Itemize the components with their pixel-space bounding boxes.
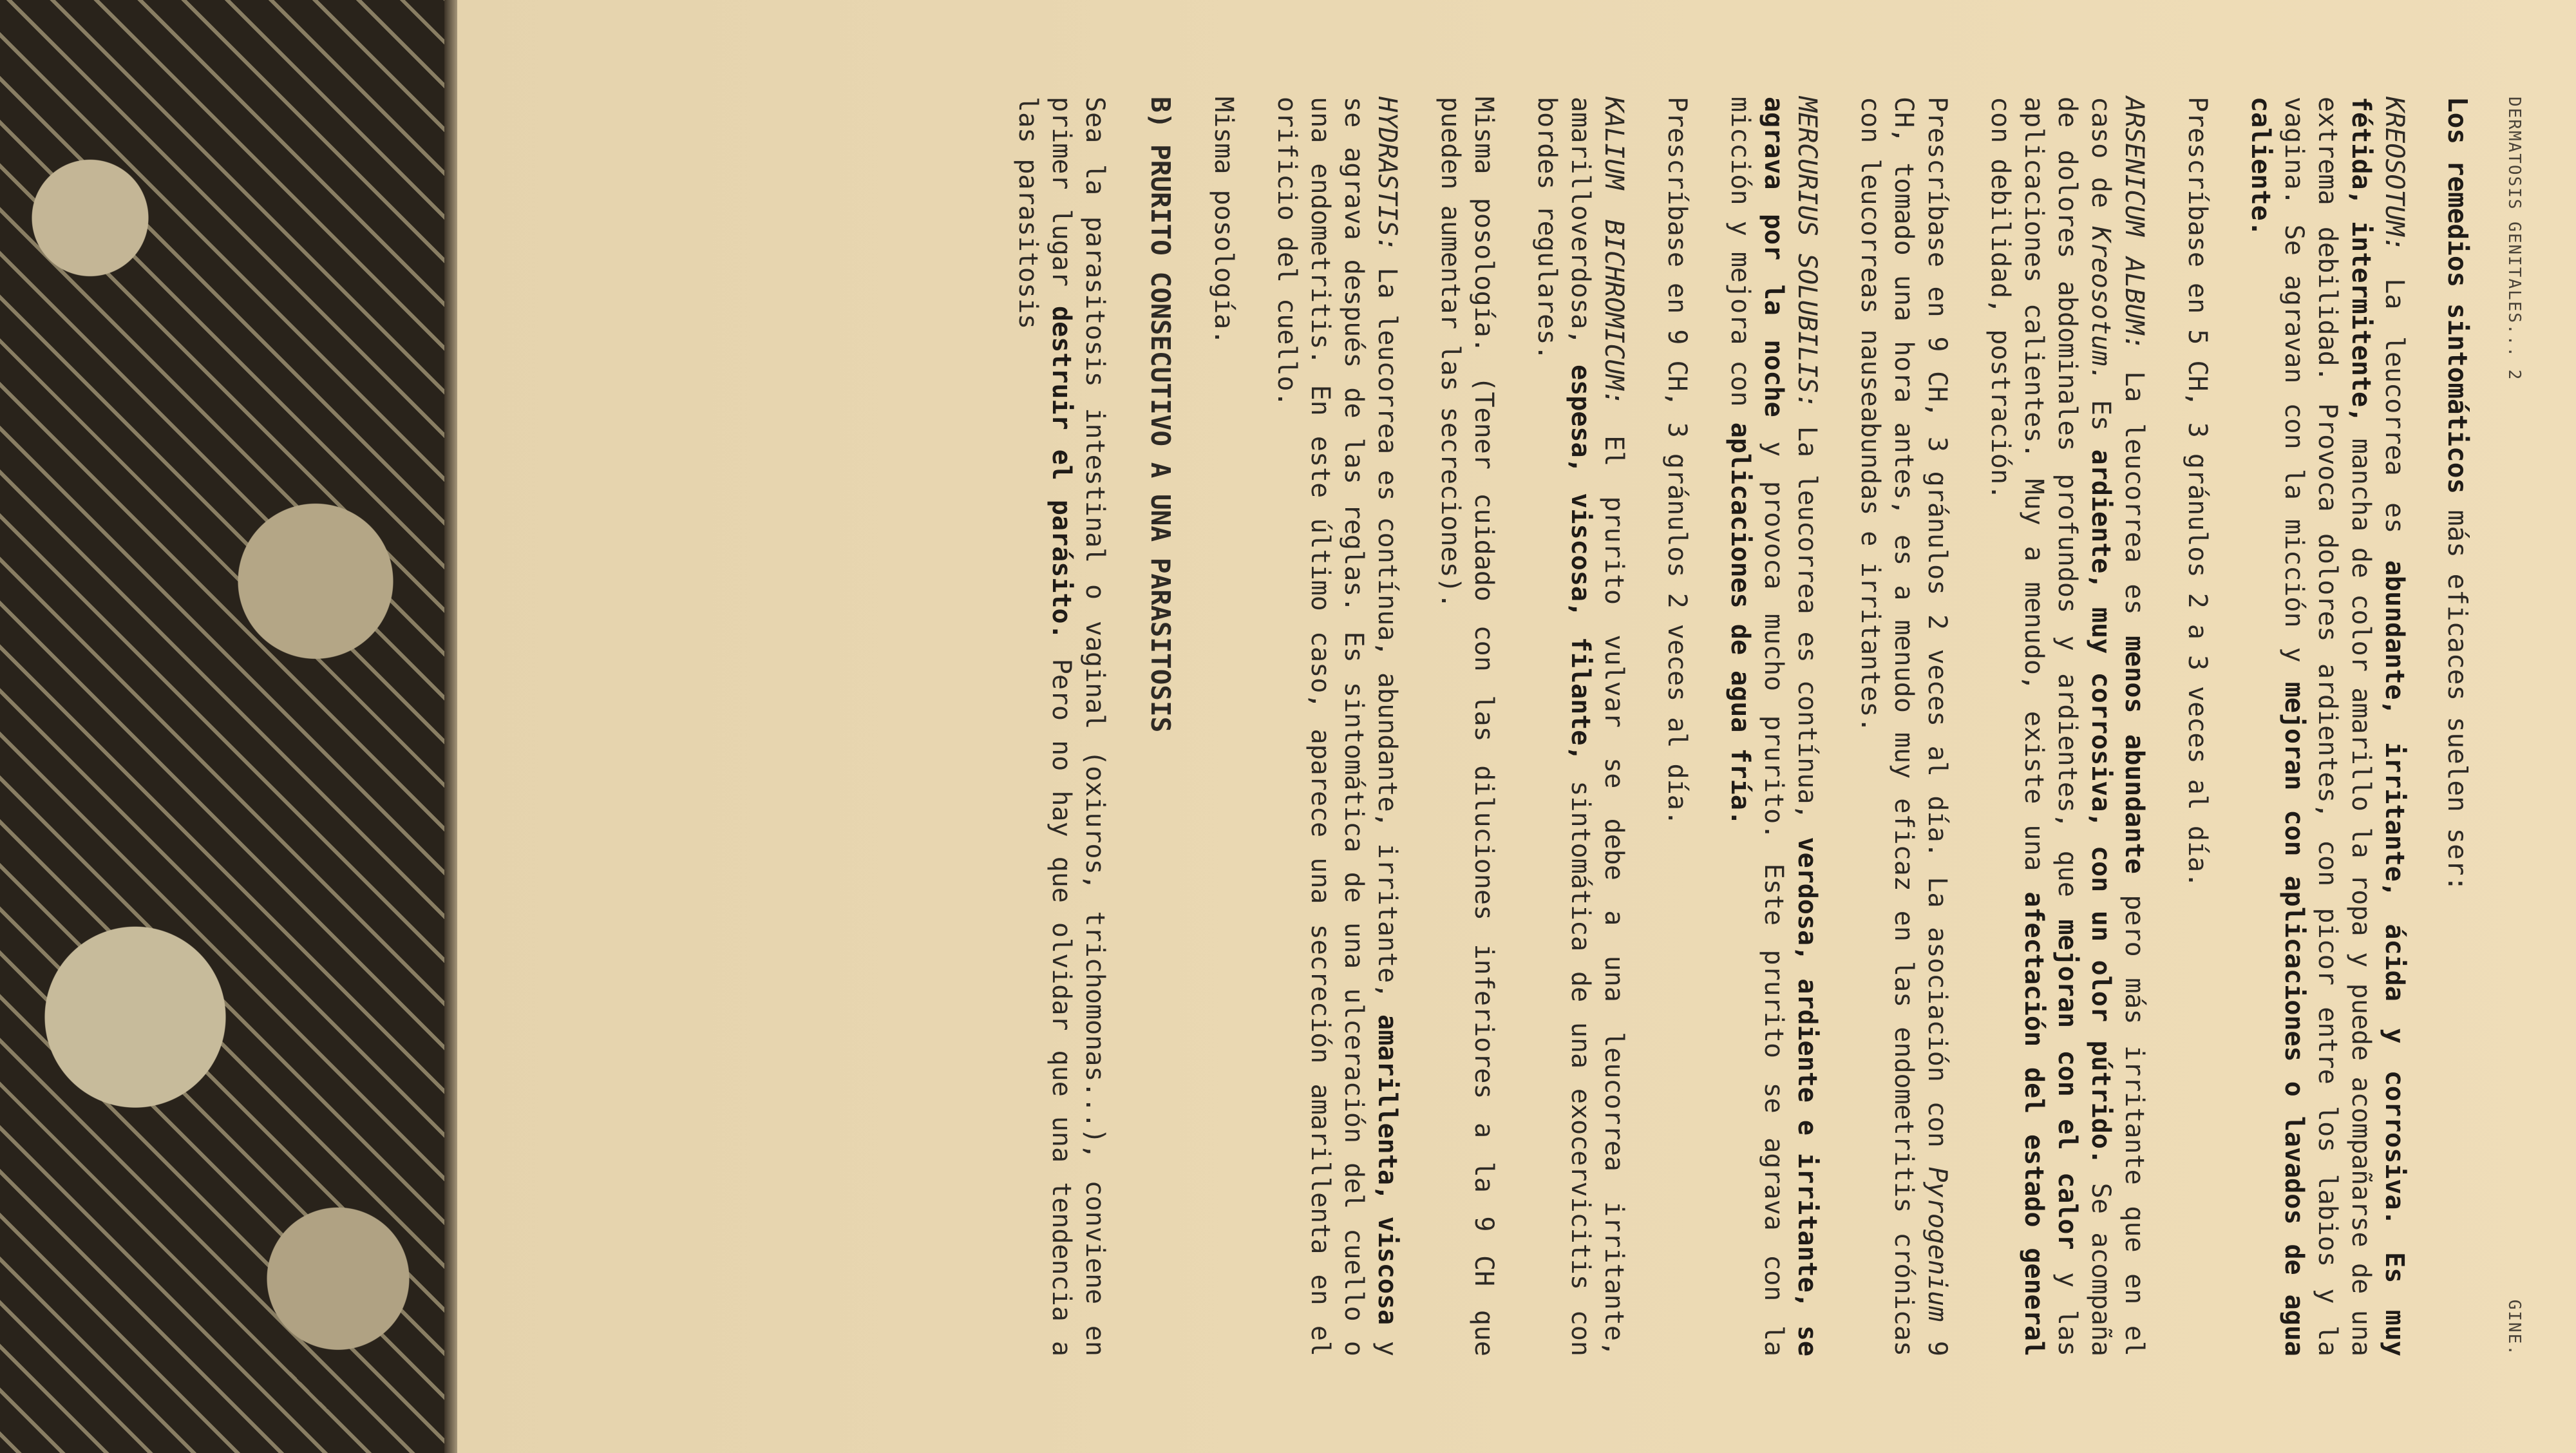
remedy-name: HYDRASTIS: <box>1372 97 1402 252</box>
text: La leucorrea es contínua, <box>1792 408 1822 837</box>
text: La leucorrea es <box>2380 251 2409 560</box>
text: El prurito vulvar se debe a una leucorrea irritante, amarilloverdosa, <box>1566 97 1629 1356</box>
text: con debilidad, postración. <box>1985 97 2015 500</box>
text: Prescríbase en 9 CH, 3 gránulos 2 veces al día. La asociación con <box>1922 97 1952 1167</box>
paragraph-hydrastis <box>1270 97 1404 1356</box>
text: sintomática de una exocervicitis con bordes regulares. <box>1532 97 1595 1356</box>
text: Es <box>2086 381 2116 450</box>
bold-text: espesa, viscosa, filante, <box>1566 365 1595 761</box>
lead-bold: Los remedios sintomáticos <box>2442 97 2473 495</box>
running-head <box>2497 97 2531 1356</box>
remedy-name: ARSENICUM ALBUM: <box>2119 97 2149 350</box>
bold-text: ardiente, muy corrosiva, con un olor pútrido. <box>2086 449 2116 1165</box>
paragraph-dose-2: Prescríbase en 9 CH, 3 gránulos 2 veces al día. <box>1662 97 1692 826</box>
bold-text: destruir el parásito. <box>1046 306 1076 640</box>
remedy-name: KREOSOTUM: <box>2380 97 2409 252</box>
text: y las aplicaciones calientes. Muy a menudo, existe una <box>2019 97 2082 1356</box>
header-right: GINE. <box>2505 1299 2524 1356</box>
lead-text: más eficaces suelen ser: <box>2442 494 2473 892</box>
bold-text: mejoran con el calor <box>2052 919 2082 1250</box>
document-page <box>457 0 2576 1453</box>
italic-text: Pyrogenium <box>1922 1166 1952 1322</box>
paragraph-mercurius <box>1723 97 1824 1356</box>
bold-text: menos abundante <box>2119 636 2149 874</box>
paragraph-kalium-dose: Misma posología. (Tener cuidado con las diluciones inferiores a la 9 CH que pueden aumentar las secreciones). <box>1435 97 1499 1356</box>
text: 9 CH, tomado una hora antes, es a menudo muy eficaz en las endometritis crónicas con leucorreas nauseabundas e irritantes. <box>1855 97 1952 1356</box>
remedy-name: MERCURIUS SOLUBILIS: <box>1792 97 1822 409</box>
text: y se agrava después de las reglas. Es sintomática de una ulceración del cuello o una endometritis. En este último caso, aparece una secreción amarillenta en el orificio del cuello. <box>1272 97 1402 1356</box>
paragraph-dose-1: Prescríbase en 5 CH, 3 gránulos 2 a 3 veces al día. <box>2183 97 2212 888</box>
section-title-b: B) PRURITO CONSECUTIVO A UNA PARASITOSIS <box>1145 97 1176 733</box>
text: pero más irritante que en el caso de <box>2086 97 2149 1356</box>
text: Pero no hay que olvidar que una tendencia a las parasitosis <box>1013 97 1076 1357</box>
bold-text: afectación del estado general <box>2019 891 2049 1356</box>
paragraph-kalium <box>1530 97 1631 1356</box>
paragraph-hydrastis-dose: Misma posología. <box>1209 97 1238 345</box>
text: Sea la parasitosis intestinal o vaginal (oxiuros, trichomonas...), conviene en primer lugar <box>1046 97 1110 1356</box>
paragraph-arsenicum <box>1984 97 2151 1356</box>
header-left: DERMATOSIS GENITALES... 2 <box>2505 97 2524 381</box>
text: Se acompaña de dolores abdominales profundos y ardientes, que <box>2052 97 2116 1357</box>
bold-text: amarillenta, viscosa <box>1372 1014 1402 1325</box>
italic-text: Kreosotum. <box>2086 226 2116 382</box>
paragraph-parasitosis <box>1011 97 1112 1356</box>
bold-text: aplicaciones de agua fría. <box>1725 422 1755 826</box>
text: mancha de color amarillo la ropa y puede acompañarse de una extrema debilidad. Provoca dolores ardientes, con picor entre los labios y la vagina. Se agravan con la micción y <box>2279 97 2376 1356</box>
paragraph-arsenicum-dose <box>1853 97 1954 1356</box>
text: La leucorrea es contínua, abundante, irritante, <box>1372 251 1402 1014</box>
text: La leucorrea es <box>2119 350 2149 636</box>
remedy-name: KALIUM BICHROMICUM: <box>1599 97 1629 406</box>
fabric-background <box>0 0 451 1453</box>
lead-sentence <box>2441 97 2474 1356</box>
bold-text: abundante, irritante, ácida y corrosiva. Es muy fétida, intermitente, <box>2346 97 2409 1356</box>
bold-text: mejoran con aplicaciones o lavados de agua caliente. <box>2246 97 2309 1356</box>
paragraph-kreosotum <box>2244 97 2411 1356</box>
bold-text: verdosa, ardiente e irritante, se agrava por la noche <box>1759 97 1822 1357</box>
text: y provoca mucho prurito. Este prurito se agrava con la micción y mejora con <box>1725 97 1788 1357</box>
